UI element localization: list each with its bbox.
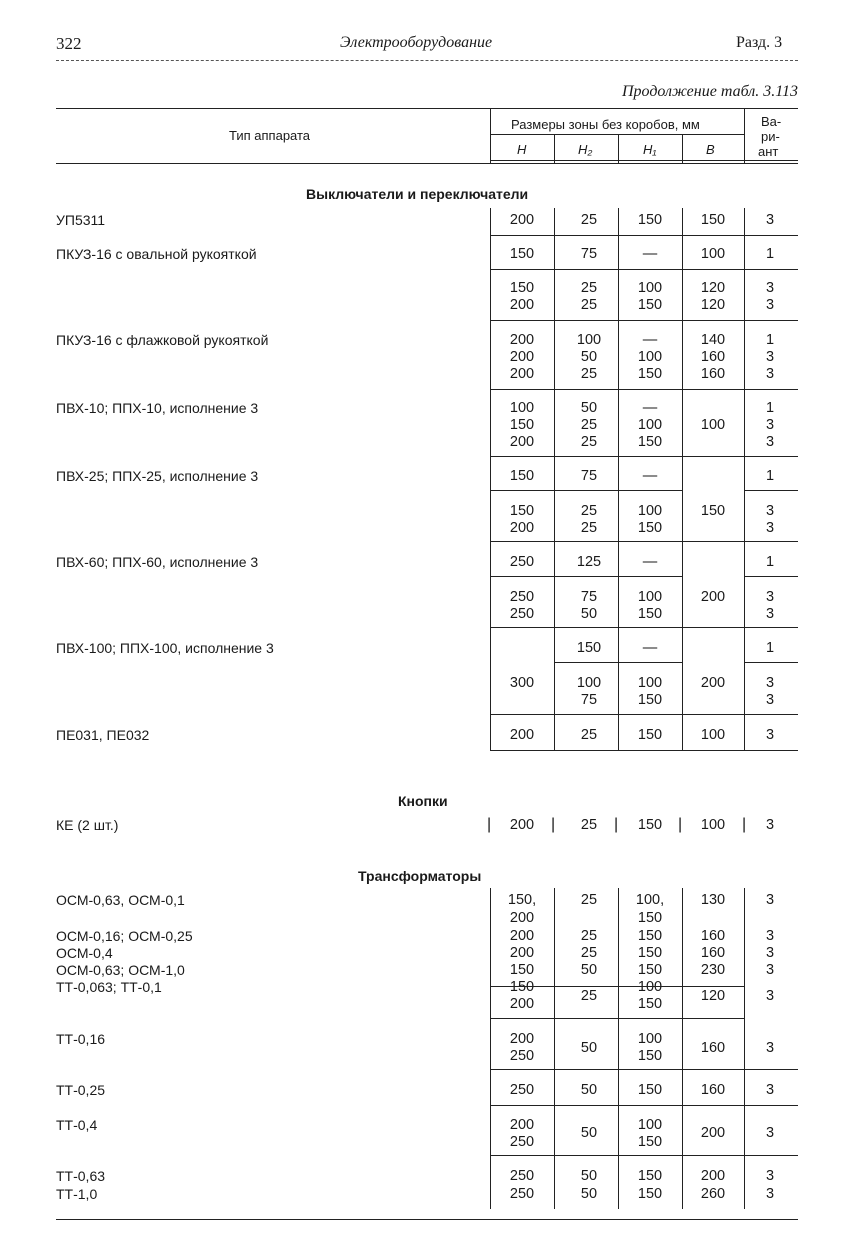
cell-h1: 150 [637,817,663,833]
cell-h2: 125 [576,554,602,570]
cell-h1: 150 [637,910,663,926]
cell-h1: — [642,640,658,656]
device-name: ПВХ-25; ППХ-25, исполнение 3 [56,468,259,484]
cell-b: 140 [700,332,726,348]
cell-b: 150 [700,503,726,519]
cell-v: 3 [765,675,775,691]
cell-v: 1 [765,246,775,262]
cell-v: 1 [765,554,775,570]
horizontal-rule [490,160,798,161]
cell-h2: 25 [580,520,598,536]
device-name: ТТ-0,25 [56,1082,106,1098]
cell-h1: 100 [637,979,663,995]
cell-b: 230 [700,962,726,978]
vertical-rule [554,888,555,1209]
cell-h1: 100 [637,417,663,433]
section-title-transformers: Трансформаторы [358,868,482,884]
col-h2-header: H₂ [578,142,593,157]
horizontal-rule [490,1105,798,1106]
device-name: ОСМ-0,63; ОСМ-1,0 [56,962,185,978]
cell-h2: 25 [580,212,598,228]
cell-h2: 50 [580,349,598,365]
vertical-rule [744,108,745,163]
cell-h1: 150 [637,1186,663,1202]
vertical-rule [682,888,683,1209]
cell-h1: 100, [635,892,665,908]
cell-h: 200 [509,434,535,450]
cell-h: 150 [509,246,535,262]
cell-h: 200 [509,910,535,926]
cell-h1: 150 [637,366,663,382]
cell-h2: 50 [580,606,598,622]
cell-h1: 150 [637,996,663,1012]
cell-h: 250 [509,589,535,605]
vertical-rule [744,888,745,1209]
cell-h1: 100 [637,349,663,365]
cell-b: 160 [700,945,726,961]
cell-h1: 150 [637,520,663,536]
cell-b: 200 [700,1168,726,1184]
cell-h: 250 [509,606,535,622]
cell-h: 250 [509,1168,535,1184]
cell-h: 150 [509,468,535,484]
cell-h2: 75 [580,246,598,262]
cell-h1: 150 [637,928,663,944]
ke-separator: | [487,816,492,833]
vertical-rule [490,208,491,750]
cell-h1: 150 [637,1048,663,1064]
cell-h2: 25 [580,434,598,450]
cell-h: 300 [509,675,535,691]
vertical-rule [744,208,745,750]
cell-b: 120 [700,988,726,1004]
cell-h: 200 [509,1117,535,1133]
cell-v: 3 [765,280,775,296]
col-h-header: H [517,142,527,157]
cell-v: 1 [765,468,775,484]
cell-h2: 100 [576,332,602,348]
cell-h2: 50 [580,1168,598,1184]
horizontal-rule [490,714,798,715]
cell-v: 3 [765,606,775,622]
cell-h: 200 [509,332,535,348]
cell-v: 3 [765,434,775,450]
cell-b: 100 [700,246,726,262]
ke-separator: | [742,816,747,833]
ke-separator: | [551,816,556,833]
horizontal-rule [490,1069,798,1070]
cell-v: 3 [765,349,775,365]
cell-h2: 50 [580,1082,598,1098]
cell-h: 100 [509,400,535,416]
sizes-group-header: Размеры зоны без коробов, мм [511,117,700,132]
cell-h: 150, [507,892,537,908]
device-name: ТТ-0,063; ТТ-0,1 [56,979,162,995]
cell-h1: — [642,246,658,262]
cell-b: 200 [700,589,726,605]
section-title-switches: Выключатели и переключатели [306,186,529,202]
device-name: ТТ-0,63 [56,1168,106,1184]
cell-h1: 150 [637,692,663,708]
cell-v: 3 [765,1040,775,1056]
cell-h: 200 [509,520,535,536]
cell-h2: 25 [580,297,598,313]
cell-h: 250 [509,554,535,570]
cell-h1: 150 [637,434,663,450]
cell-h: 200 [509,297,535,313]
horizontal-rule [490,750,798,751]
cell-h1: 100 [637,675,663,691]
horizontal-rule [744,662,798,663]
horizontal-rule [744,576,798,577]
cell-h1: 150 [637,945,663,961]
cell-h1: 100 [637,1117,663,1133]
cell-v: 3 [765,297,775,313]
vertical-rule [490,108,491,163]
cell-h1: 150 [637,606,663,622]
cell-b: 160 [700,1082,726,1098]
horizontal-rule [490,576,682,577]
cell-b: 160 [700,349,726,365]
cell-h1: 150 [637,297,663,313]
cell-h2: 150 [576,640,602,656]
cell-v: 3 [765,520,775,536]
cell-b: 130 [700,892,726,908]
cell-h2: 25 [580,280,598,296]
horizontal-rule [744,490,798,491]
cell-v: 3 [765,928,775,944]
cell-h: 150 [509,962,535,978]
cell-v: 3 [765,1082,775,1098]
cell-h2: 50 [580,1040,598,1056]
section-label: Разд. 3 [736,34,783,51]
cell-h2: 25 [580,503,598,519]
cell-b: 260 [700,1186,726,1202]
cell-h: 200 [509,349,535,365]
cell-v: 3 [765,503,775,519]
cell-b: 200 [700,675,726,691]
cell-v: 3 [765,988,775,1004]
vertical-rule [682,208,683,750]
device-name: УП5311 [56,212,106,228]
variant-header-line-3: ант [758,144,779,159]
cell-b: 160 [700,928,726,944]
cell-v: 1 [765,640,775,656]
cell-h2: 25 [580,366,598,382]
cell-h: 200 [509,727,535,743]
horizontal-rule [490,490,682,491]
cell-b: 150 [700,212,726,228]
cell-h2: 75 [580,692,598,708]
section-title-buttons: Кнопки [398,793,448,809]
device-name: ОСМ-0,4 [56,945,113,961]
cell-h2: 50 [580,962,598,978]
cell-h1: — [642,332,658,348]
cell-v: 3 [765,817,775,833]
vertical-rule [682,134,683,163]
cell-h: 200 [509,1031,535,1047]
cell-h: 200 [509,212,535,228]
cell-h2: 25 [580,727,598,743]
cell-h2: 75 [580,468,598,484]
cell-h2: 50 [580,400,598,416]
cell-h1: 150 [637,1168,663,1184]
table-continuation-caption: Продолжение табл. 3.113 [621,83,798,100]
device-name: ПВХ-100; ППХ-100, исполнение 3 [56,640,274,656]
vertical-rule [554,134,555,163]
horizontal-rule [490,627,798,628]
cell-b: 120 [700,297,726,313]
device-name: ТТ-1,0 [56,1186,98,1202]
cell-h2: 25 [580,928,598,944]
cell-h: 250 [509,1186,535,1202]
cell-v: 3 [765,692,775,708]
horizontal-rule [490,1155,798,1156]
vertical-rule [618,888,619,1209]
cell-b: 160 [700,1040,726,1056]
variant-header-line-2: ри- [761,129,780,144]
cell-h1: 150 [637,962,663,978]
cell-h2: 25 [580,417,598,433]
cell-h: 150 [509,280,535,296]
cell-h: 150 [509,979,535,995]
horizontal-rule [490,1018,744,1019]
vertical-rule [490,888,491,1209]
cell-v: 3 [765,589,775,605]
device-name: ПЕ031, ПЕ032 [56,727,150,743]
cell-h1: 100 [637,280,663,296]
cell-h2: 75 [580,589,598,605]
cell-h: 200 [509,366,535,382]
cell-b: 100 [700,417,726,433]
running-title: Электрооборудование [340,34,493,51]
cell-h: 150 [509,417,535,433]
vertical-rule [618,134,619,163]
cell-v: 1 [765,400,775,416]
cell-h: 150 [509,503,535,519]
cell-v: 3 [765,417,775,433]
device-name: ПКУЗ-16 с флажковой рукояткой [56,332,269,348]
cell-v: 3 [765,962,775,978]
vertical-rule [618,208,619,750]
header-rule [56,60,798,61]
cell-h: 250 [509,1082,535,1098]
cell-h1: 150 [637,1134,663,1150]
cell-b: 160 [700,366,726,382]
cell-v: 3 [765,945,775,961]
device-name: ОСМ-0,16; ОСМ-0,25 [56,928,193,944]
horizontal-rule [490,235,798,236]
device-name: ОСМ-0,63, ОСМ-0,1 [56,892,185,908]
device-name: ПВХ-10; ППХ-10, исполнение 3 [56,400,259,416]
cell-b: 120 [700,280,726,296]
vertical-rule [554,208,555,750]
device-name: ПВХ-60; ППХ-60, исполнение 3 [56,554,259,570]
horizontal-rule [56,163,798,164]
cell-h2: 25 [580,988,598,1004]
ke-separator: | [614,816,619,833]
cell-h: 250 [509,1048,535,1064]
horizontal-rule [490,320,798,321]
cell-h1: 100 [637,589,663,605]
cell-v: 3 [765,1125,775,1141]
device-name: КЕ (2 шт.) [56,817,119,833]
cell-h1: 150 [637,212,663,228]
cell-h1: 150 [637,1082,663,1098]
cell-h2: 25 [580,892,598,908]
cell-h2: 25 [580,817,598,833]
cell-h2: 25 [580,945,598,961]
cell-h: 250 [509,1134,535,1150]
cell-b: 100 [700,817,726,833]
cell-h: 200 [509,928,535,944]
cell-h2: 100 [576,675,602,691]
cell-b: 200 [700,1125,726,1141]
variant-header-line-1: Ва- [761,114,782,129]
horizontal-rule [56,108,798,109]
device-name: ПКУЗ-16 с овальной рукояткой [56,246,257,262]
horizontal-rule [490,456,798,457]
cell-v: 3 [765,1168,775,1184]
horizontal-rule [56,1219,798,1220]
cell-h: 200 [509,945,535,961]
cell-v: 1 [765,332,775,348]
horizontal-rule [490,134,744,135]
device-name: ТТ-0,16 [56,1031,106,1047]
cell-h1: — [642,554,658,570]
cell-b: 100 [700,727,726,743]
device-name: ТТ-0,4 [56,1117,98,1133]
cell-h2: 50 [580,1125,598,1141]
cell-h: 200 [509,817,535,833]
cell-h1: — [642,468,658,484]
cell-h1: — [642,400,658,416]
cell-v: 3 [765,892,775,908]
col-b-header: B [706,142,715,157]
col-h1-header: H₁ [643,142,657,157]
cell-h1: 100 [637,1031,663,1047]
cell-v: 3 [765,212,775,228]
horizontal-rule [490,541,798,542]
cell-h1: 100 [637,503,663,519]
type-column-header: Тип аппарата [229,128,311,143]
cell-v: 3 [765,1186,775,1202]
cell-v: 3 [765,727,775,743]
page-number: 322 [56,34,82,53]
ke-separator: | [678,816,683,833]
horizontal-rule [490,269,798,270]
horizontal-rule [490,986,744,987]
horizontal-rule [490,389,798,390]
cell-h2: 50 [580,1186,598,1202]
cell-h: 200 [509,996,535,1012]
cell-h1: 150 [637,727,663,743]
cell-v: 3 [765,366,775,382]
